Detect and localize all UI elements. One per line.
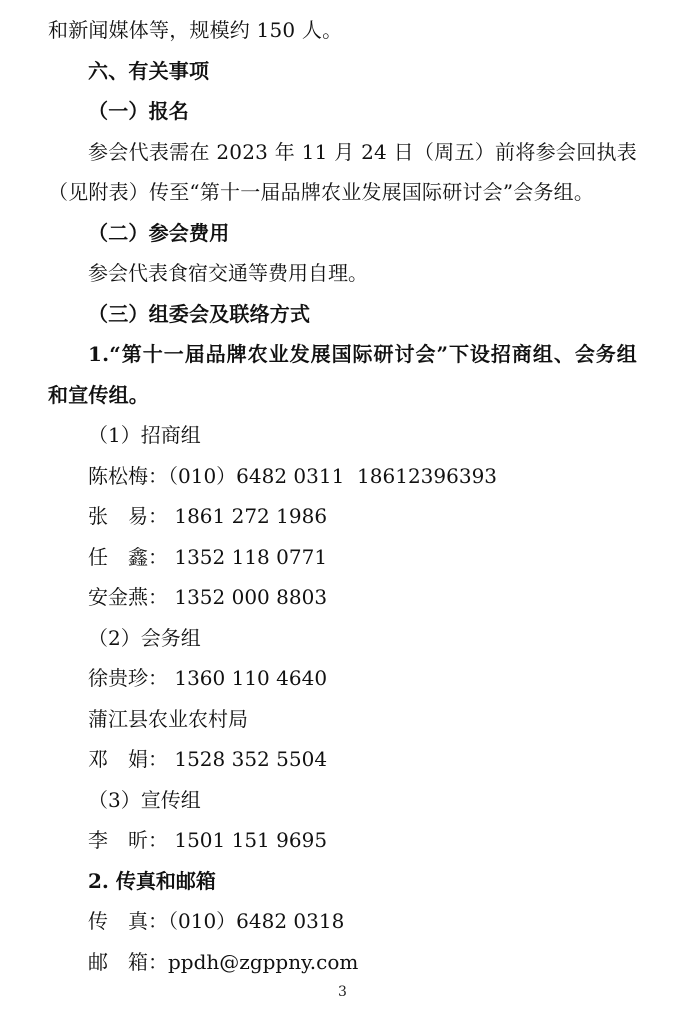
group-label-publicity: （3）宣传组 — [88, 787, 201, 812]
contact-an-jinyan: 安金燕： 1352 000 8803 — [88, 585, 328, 609]
paragraph-fees: 参会代表食宿交通等费用自理。 — [88, 261, 368, 285]
contact-li-xin: 李 昕： 1501 151 9695 — [88, 828, 328, 852]
section-heading-six: 六、有关事项 — [88, 58, 210, 83]
contact-ren-xin: 任 鑫： 1352 118 0771 — [88, 544, 328, 569]
contact-fax: 传 真：（010）6482 0318 — [88, 909, 345, 933]
paragraph-continuation: 和新闻媒体等，规模约 150 人。 — [48, 18, 343, 42]
subsection-heading-fees: （二）参会费用 — [88, 220, 230, 245]
contact-zhang-yi: 张 易： 1861 272 1986 — [88, 504, 328, 528]
subsection-heading-registration: （一）报名 — [88, 99, 189, 123]
subsection-heading-organizing-committee: （三）组委会及联络方式 — [88, 301, 311, 326]
paragraph-groups: 1.“第十一届品牌农业发展国际研讨会”下设招商组、会务组和宣传组。 — [48, 342, 637, 407]
contact-email: 邮 箱：ppdh@zgppny.com — [88, 949, 359, 974]
contact-chen-songmei: 陈松梅：（010）6482 0311 18612396393 — [88, 463, 498, 488]
paragraph-registration: 参会代表需在 2023 年 11 月 24 日（周五）前将参会回执表（见附表）传至“第十一届品牌农业发展国际研讨会”会务组。 — [48, 139, 637, 204]
organization-pujiang-bureau: 蒲江县农业农村局 — [88, 706, 248, 731]
contact-deng-juan: 邓 娟： 1528 352 5504 — [88, 747, 328, 771]
group-label-conference-affairs: （2）会务组 — [88, 625, 201, 650]
subsection-heading-fax-email: 2. 传真和邮箱 — [88, 868, 216, 893]
contact-xu-guizhen: 徐贵珍： 1360 110 4640 — [88, 666, 328, 690]
page-number: 3 — [338, 984, 347, 1000]
group-label-investment: （1）招商组 — [88, 423, 201, 447]
